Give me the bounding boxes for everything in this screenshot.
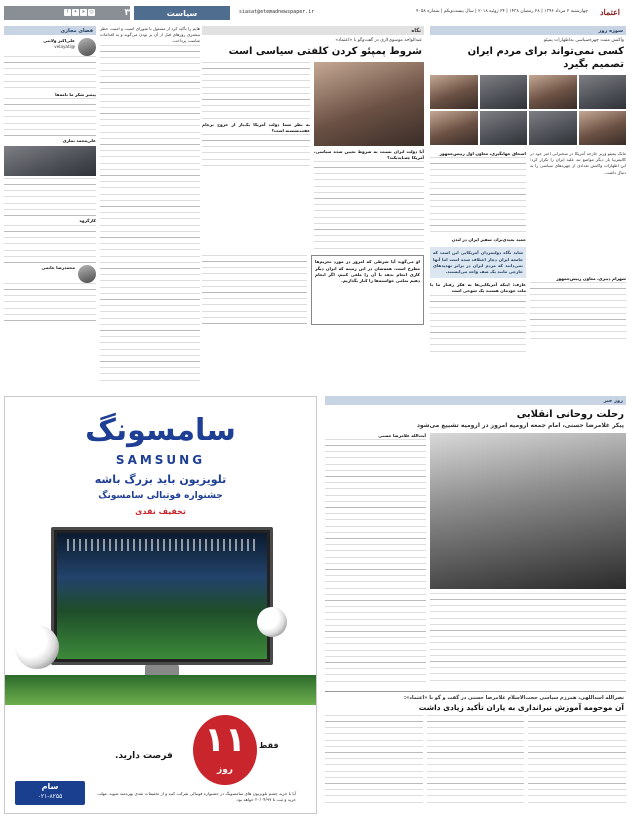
ad-prefix: فقط [259, 741, 279, 750]
tweet-author: کارگروه [79, 218, 96, 224]
middle-kicker: نگاه [202, 26, 424, 35]
feature-bottom-kicker: نصرالله اسداللهی، همرزم سیاسی حجت‌الاسلام غلامرضا حسنی در گفت و گو با «اعتماد»: [404, 695, 624, 702]
tweet-author: علی‌اکبر ولایتی [43, 38, 75, 43]
left-column [4, 26, 200, 390]
date-line: چهارشنبه ۲ مرداد ۱۳۹۶ | ۲۸ رمضان ۱۴۳۸ | ۲۴ ژوئیه ۲۰۱۸ | سال بیست‌ویکم | شماره ۴۰۵۸ [416, 9, 588, 14]
right-body-lines [530, 282, 626, 342]
politician-photo [529, 75, 577, 109]
tweet-card[interactable] [4, 265, 96, 283]
newspaper-logo: اعتماد [599, 7, 621, 17]
section-title: سیاست [134, 6, 230, 20]
right-body-lines [430, 157, 526, 237]
feature-subhead: پیکر غلامرضا حسنی، امام جمعه ارومیه امروز در ارومیه تشییع می‌شود [416, 422, 624, 429]
right-section-name: اسحاق جهانگیری، معاون اول رییس‌جمهور [439, 151, 526, 156]
politician-photo [579, 75, 627, 109]
tv-image [51, 527, 273, 665]
tweet-author: پیمبر شکر ما نامه‌ها [55, 92, 96, 97]
right-body-lines [430, 295, 526, 355]
right-kicker: سوژه روز [430, 26, 626, 35]
left-kicker: فضای مجازی [4, 26, 96, 35]
right-lead: مایک پمپئو وزیر خارجه آمریکا در سخنرانی اخیر خود در کالیفرنیا بار دیگر مواضع تند علیه ایران را تکرار کرد؛ این اظهارات واکنش تعدادی از چهره‌های سیاسی را به دنبال داشت. [530, 151, 626, 175]
stadium-grass [5, 675, 316, 705]
twitter-icon[interactable]: ✦ [73, 9, 78, 15]
right-subkicker: واکنش مثبت چهره‌سیاسی به‌اظهارات پمپئو [543, 38, 624, 43]
feature-headline: رحلت روحانی انقلابی [516, 409, 624, 420]
feature-article [325, 396, 626, 814]
politician-photo [480, 111, 528, 145]
social-feed [4, 26, 96, 390]
left-blurb: هایم را تأکید کرد از مسئول با شورای امنیت و امنیت خطر بیشتری روزهای قبل از آن بر بودن می‌گوید و به اقدامات مناسب پرداخت. [100, 26, 200, 44]
feature-body-title: آیت‌الله غلامرضا حسنی [378, 433, 426, 438]
left-body-lines [100, 45, 200, 385]
feature-kicker: روز خبر [325, 396, 626, 405]
instagram-icon[interactable]: ◎ [89, 9, 94, 15]
middle-pullquote: او می‌گوید آیا شرطی که امروز در مورد تحریم‌ها مطرح است، همه‌شان در این زمینه که ایران دیگر کاری انجام ندهد یا آن را ملغی کنیم، اگر انجام دهیم تمامی خواسته‌ها را کنار بگذاریم. [311, 255, 424, 325]
politician-photo [430, 75, 478, 109]
ad-days-word: روز [217, 765, 233, 775]
telegram-icon[interactable]: ➤ [81, 9, 86, 15]
right-body [430, 151, 626, 355]
tweet-author: محمدرضا خاتمی [41, 264, 75, 270]
football-icon [15, 625, 59, 669]
ad-brand-english: SAMSUNG [115, 453, 206, 467]
politician-photo [529, 111, 577, 145]
tv-screen [57, 533, 267, 659]
middle-body-lines [314, 161, 424, 251]
tv-stand [145, 665, 179, 675]
right-column [430, 26, 626, 390]
ad-days-badge [193, 715, 257, 785]
politician-photo [430, 111, 478, 145]
feature-body-lines [325, 715, 423, 805]
ad-tagline: تلویزیون باید بزرگ باشه [94, 473, 227, 486]
feature-body-lines [528, 715, 626, 805]
ad-dealer-logo[interactable]: سام ۰۲۱-۸۲۵۵ [15, 781, 85, 805]
tweet-author: علی‌محمد نمازی [62, 138, 96, 144]
politician-photo [579, 111, 627, 145]
feature-body-lines [427, 715, 525, 805]
avatar [78, 38, 96, 56]
ad-footnote: آیا با خرید چشم تلویزیون های سامسونگ در جشنواره فوتبالی شرکت کنید و از تخفیفات نقدی بهره‌مند شوید. مهلت خرید و ثبت تا ۲۰/۰۴/۹۷ خواهد بود. [97, 791, 296, 802]
ad-campaign: جشنواره فوتبالی سامسونگ [98, 491, 223, 501]
feature-body-lines [430, 593, 626, 683]
middle-question: آیا دولت ایران نسبت به شروط تعیین شده سیاسی، آمریکا چه‌بایدبکند؟ [314, 149, 424, 161]
football-icon [257, 607, 287, 637]
ad-discount: تخفیف نقدی [135, 507, 186, 516]
middle-body-lines [202, 255, 307, 325]
right-headline: کسی نمی‌تواند برای مردم ایران تصمیم بگیرد [467, 46, 624, 70]
politician-photo [480, 75, 528, 109]
middle-byline: عبدالواحد موسوی‌لاری در گفت‌وگو با «اعتماد» [335, 38, 422, 43]
feature-bottom-headline: آن موحومه آموزش نیرانداری به یاران تأکید زیادی داشت [418, 703, 624, 713]
ad-brand-persian: سامسونگ [85, 413, 236, 448]
ad-phone: ۰۲۱-۸۲۵۵ [37, 793, 63, 800]
middle-column [202, 26, 424, 390]
tweet-image [4, 146, 96, 176]
feature-photo [430, 433, 626, 589]
left-text-column [100, 26, 200, 390]
tweet-card[interactable] [4, 38, 96, 56]
right-box-quote: شاید نگاه دولتمردان آمریکایی این است که جامعه ایران دچار اختلاف شده است اما آنها نمی‌دانند که مردم ایران در برابر تهدیدهای خارجی مانند یک صف واحد می‌ایستند. [430, 247, 526, 278]
page-number: ۳ [124, 8, 130, 18]
right-section-name: حمید بعیدی‌نژاد، سفیر ایران در لندن [451, 237, 526, 243]
facebook-icon[interactable]: f [64, 9, 71, 16]
interviewee-photo [314, 62, 424, 146]
right-section-name: عارف: اینکه آمریکایی‌ها به فکر رفتار ما با ملت خودمان هستند یک شوخی است [430, 282, 526, 294]
middle-question: به نظر شما دولت آمریکا یک‌بار از خروج برجام عقب‌نشسته است؟ [202, 122, 310, 134]
tweet-handle: @velayati [54, 44, 75, 50]
ad-days-number: ۱۱ [204, 720, 246, 760]
right-section-name: شهرام دبیری، معاون رییس‌جمهور [556, 275, 626, 281]
social-icons [64, 9, 95, 16]
middle-body-lines [202, 134, 310, 170]
politician-photos [430, 75, 626, 145]
page-header [4, 6, 626, 20]
ad-suffix: فرصت دارید. [115, 751, 173, 761]
samsung-advertisement[interactable] [4, 396, 317, 814]
middle-body-lines [202, 62, 310, 122]
avatar [78, 265, 96, 283]
middle-headline: شروط پمپئو کردن کلفتی سیاسی است [228, 46, 422, 57]
section-email[interactable]: siasat@etemadnewspaper.ir [239, 9, 315, 15]
feature-body-lines [325, 439, 426, 685]
